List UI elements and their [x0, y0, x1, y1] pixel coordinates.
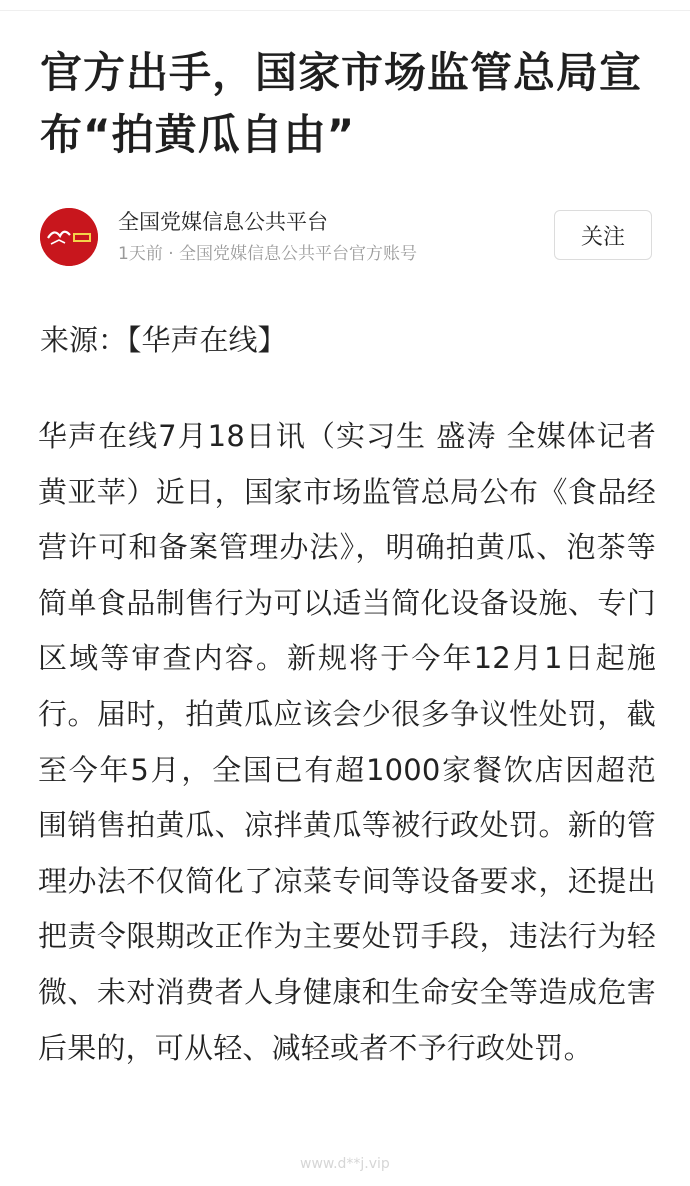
follow-button[interactable]: 关注: [554, 210, 652, 260]
author-name[interactable]: 全国党媒信息公共平台: [118, 210, 328, 234]
author-meta: 1天前 · 全国党媒信息公共平台官方账号: [118, 244, 418, 264]
top-divider: [0, 0, 690, 11]
article-title: 官方出手，国家市场监管总局宣布“拍黄瓜自由”: [40, 48, 643, 159]
watermark: www.d**j.vip: [300, 1156, 390, 1172]
newspaper-logo-icon: [40, 208, 98, 266]
article-body: 华声在线7月18日讯（实习生 盛涛 全媒体记者 黄亚苹）近日，国家市场监管总局公布《食品经营许可和备案管理办法》，明确拍黄瓜、泡茶等简单食品制售行为可以适当简化设备设施、专门区域等审查内容。新规将于今年12月1日起施行。届时，拍黄瓜应该会少很多争议性处罚，截至今年5月，全国已有超1000家餐饮店因超范围销售拍黄瓜、凉拌黄瓜等被行政处罚。新的管理办法不仅简化了凉菜专间等设备要求，还提出把责令限期改正作为主要处罚手段，违法行为轻微、未对消费者人身健康和生命安全等造成危害后果的，可从轻、减轻或者不予行政处罚。: [38, 419, 656, 1065]
author-row: [40, 206, 654, 270]
source-line: 来源：【华声在线】: [40, 323, 287, 357]
author-avatar[interactable]: [40, 208, 98, 266]
